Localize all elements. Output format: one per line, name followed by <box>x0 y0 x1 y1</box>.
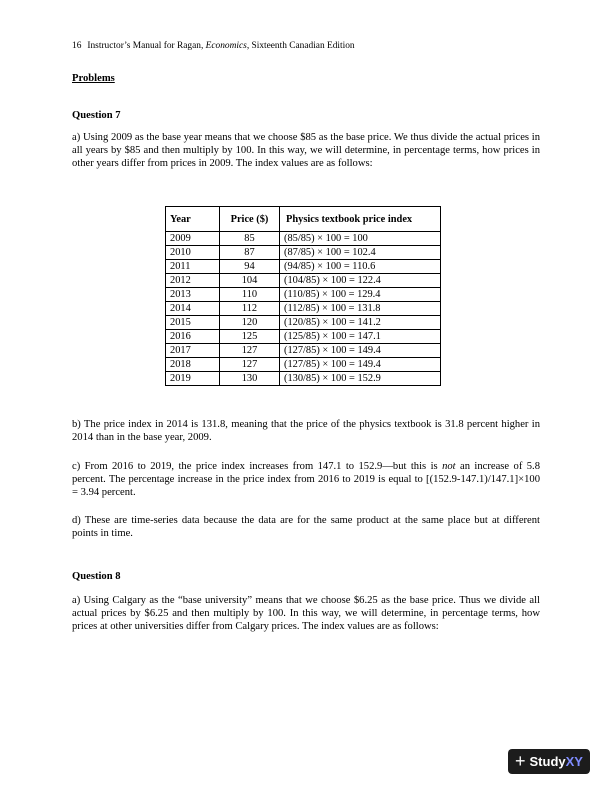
cell-price: 125 <box>220 330 280 344</box>
cell-index: (127/85) × 100 = 149.4 <box>280 358 441 372</box>
cell-index: (110/85) × 100 = 129.4 <box>280 288 441 302</box>
cell-year: 2017 <box>166 344 220 358</box>
cell-index: (87/85) × 100 = 102.4 <box>280 246 441 260</box>
brand-name <box>530 755 583 768</box>
cell-year: 2011 <box>166 260 220 274</box>
cell-price: 127 <box>220 344 280 358</box>
cell-price: 94 <box>220 260 280 274</box>
cell-year: 2019 <box>166 372 220 386</box>
cell-index: (104/85) × 100 = 122.4 <box>280 274 441 288</box>
cell-price: 130 <box>220 372 280 386</box>
cell-year: 2018 <box>166 358 220 372</box>
table-row <box>166 260 441 274</box>
table-row <box>166 246 441 260</box>
question-7-part-c <box>72 460 540 500</box>
cell-price: 120 <box>220 316 280 330</box>
cell-year: 2009 <box>166 232 220 246</box>
cell-index: (127/85) × 100 = 149.4 <box>280 344 441 358</box>
cell-index: (125/85) × 100 = 147.1 <box>280 330 441 344</box>
cell-year: 2015 <box>166 316 220 330</box>
cell-price: 104 <box>220 274 280 288</box>
cell-index: (120/85) × 100 = 141.2 <box>280 316 441 330</box>
brand-study: Study <box>529 753 566 769</box>
cell-index: (112/85) × 100 = 131.8 <box>280 302 441 316</box>
question-7-heading: Question 7 <box>72 110 121 121</box>
part-c-emphasis: not <box>442 461 456 472</box>
table-row <box>166 330 441 344</box>
plus-icon: + <box>515 750 526 771</box>
column-header-price: Price ($) <box>220 207 280 232</box>
question-7-part-d: d) These are time-series data because the data are for the same product at the same place but at different points in time. <box>72 515 540 540</box>
table-row <box>166 232 441 246</box>
table-row <box>166 358 441 372</box>
table-header-row <box>166 207 441 232</box>
question-8-heading: Question 8 <box>72 571 121 582</box>
part-c-text-after: an increase of 5.8 percent. The percentage increase in the price index from 2016 to 2019 is equal to [(152.9-147.1)/147.1]×100 = 3.94 percent. <box>72 461 541 499</box>
cell-price: 87 <box>220 246 280 260</box>
column-header-year: Year <box>166 207 220 232</box>
page-number: 16 <box>72 41 82 51</box>
table-row <box>166 344 441 358</box>
brand-xy: XY <box>565 753 583 769</box>
cell-index: (130/85) × 100 = 152.9 <box>280 372 441 386</box>
question-7-part-b: b) The price index in 2014 is 131.8, meaning that the price of the physics textbook is 31.8 percent higher in 2014 than in the base year, 2009. <box>72 419 540 444</box>
cell-price: 112 <box>220 302 280 316</box>
table-row <box>166 274 441 288</box>
cell-year: 2016 <box>166 330 220 344</box>
table-row <box>166 288 441 302</box>
cell-year: 2010 <box>166 246 220 260</box>
table-row <box>166 316 441 330</box>
table-row <box>166 372 441 386</box>
page-header <box>72 40 355 52</box>
table-body <box>166 232 441 386</box>
price-index-table <box>165 206 441 386</box>
section-heading-problems: Problems <box>72 73 115 84</box>
question-8-part-a: a) Using Calgary as the “base university” means that we choose $6.25 as the base price. Thus we divide all actual prices by $6.25 and then multiply by 100. In this way, we will determine, in percentage terms, how prices at other universities differ from Calgary prices. The index values are as follows: <box>72 595 540 633</box>
header-book-title: Economics <box>205 41 247 51</box>
header-text-before: Instructor’s Manual for Ragan, <box>87 41 206 51</box>
column-header-index: Physics textbook price index <box>280 207 441 232</box>
cell-year: 2013 <box>166 288 220 302</box>
cell-price: 127 <box>220 358 280 372</box>
question-7-part-a: a) Using 2009 as the base year means that we choose $85 as the base price. We thus divide the actual prices in all years by $85 and then multiply by 100. In this way, we will determine, in percentage terms, how prices in other years differ from prices in 2009. The index values are as follows: <box>72 132 540 170</box>
cell-index: (85/85) × 100 = 100 <box>280 232 441 246</box>
table-row <box>166 302 441 316</box>
cell-price: 85 <box>220 232 280 246</box>
cell-year: 2012 <box>166 274 220 288</box>
cell-index: (94/85) × 100 = 110.6 <box>280 260 441 274</box>
part-c-text-before: c) From 2016 to 2019, the price index increases from 147.1 to 152.9—but this is <box>72 461 443 472</box>
header-text-after: , Sixteenth Canadian Edition <box>246 41 355 51</box>
cell-year: 2014 <box>166 302 220 316</box>
cell-price: 110 <box>220 288 280 302</box>
studyxy-badge[interactable] <box>508 749 590 774</box>
